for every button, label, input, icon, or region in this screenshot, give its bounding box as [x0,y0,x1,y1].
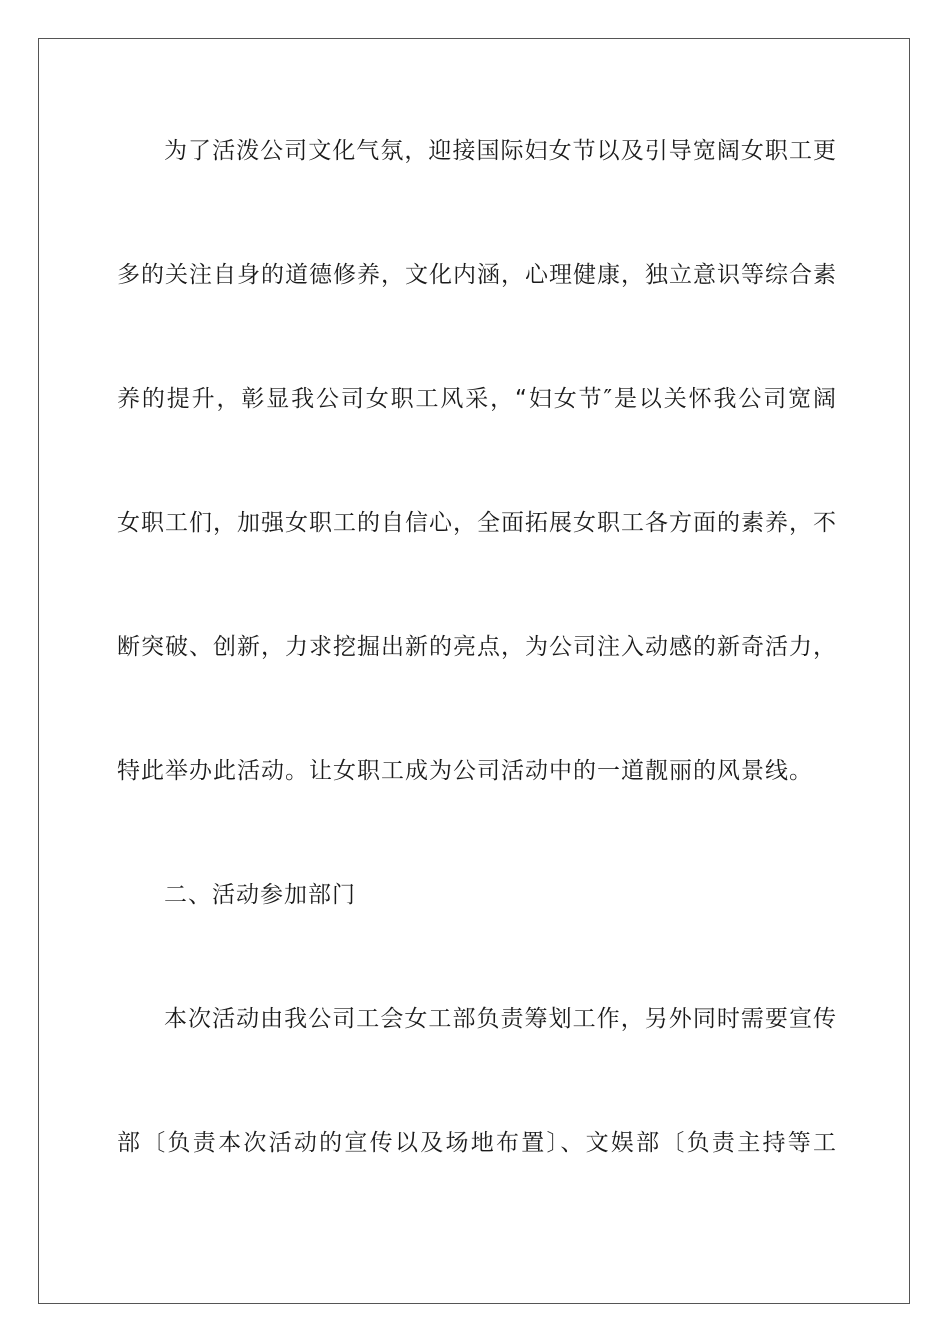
paragraph-1-line-1: 为了活泼公司文化气氛，迎接国际妇女节以及引导宽阔女职工更 [164,138,837,164]
section-2-heading: 二、活动参加部门 [164,882,356,908]
paragraph-1-line-5: 断突破、创新，力求挖掘出新的亮点，为公司注入动感的新奇活力， [117,634,837,660]
page-border [38,38,910,1304]
paragraph-2-line-1: 本次活动由我公司工会女工部负责筹划工作，另外同时需要宣传 [164,1006,837,1032]
paragraph-1-line-6: 特此举办此活动。让女职工成为公司活动中的一道靓丽的风景线。 [117,758,813,784]
paragraph-1-line-3: 养的提升，彰显我公司女职工风采，“妇女节″是以关怀我公司宽阔 [117,386,837,412]
paragraph-1-line-2: 多的关注自身的道德修养，文化内涵，心理健康，独立意识等综合素 [117,262,837,288]
paragraph-1-line-4: 女职工们，加强女职工的自信心，全面拓展女职工各方面的素养，不 [117,510,837,536]
paragraph-2-line-2: 部〔负责本次活动的宣传以及场地布置〕、文娱部〔负责主持等工 [117,1130,837,1156]
